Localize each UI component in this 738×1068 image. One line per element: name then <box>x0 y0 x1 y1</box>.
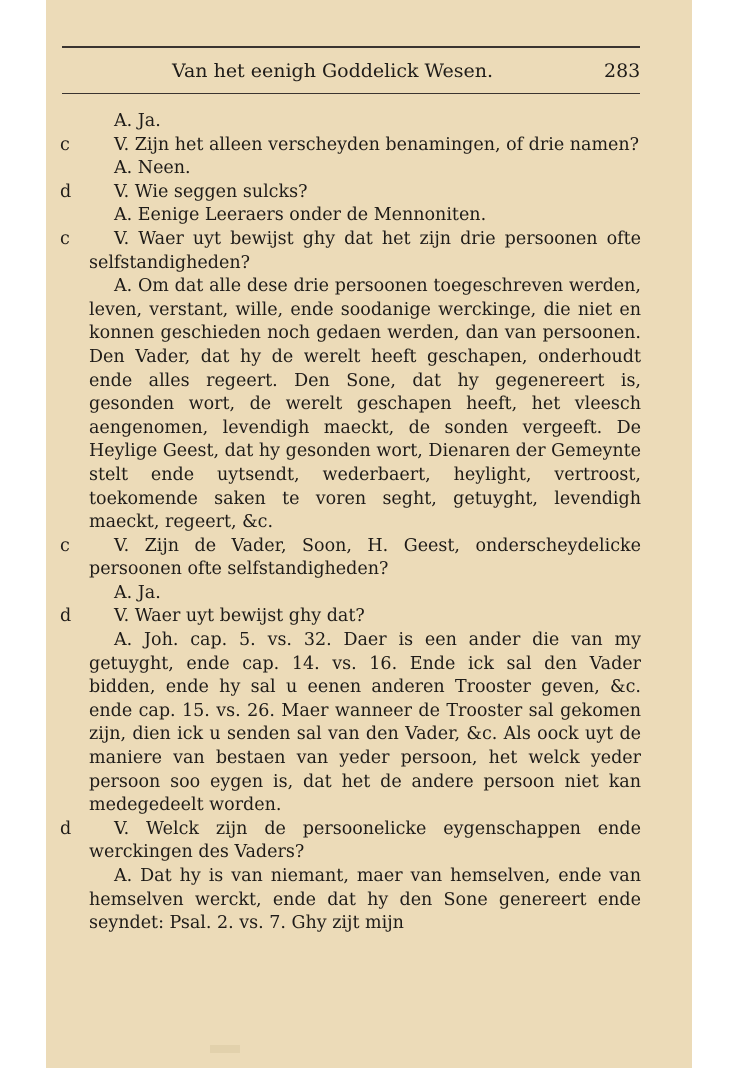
paragraph <box>60 228 641 275</box>
paragraph-text: A. Ja. <box>114 111 161 131</box>
paragraph <box>60 818 641 865</box>
page-number: 283 <box>604 60 641 82</box>
paragraph-text: V. Zijn de Vader, Soon, H. Geest, onderscheydelicke persoonen ofte selfstandigheden? <box>89 535 641 580</box>
margin-marker: d <box>60 181 72 202</box>
page-body <box>60 110 641 936</box>
margin-marker: d <box>60 606 72 627</box>
paragraph <box>60 181 641 205</box>
paragraph <box>89 629 641 818</box>
paragraph <box>60 605 641 629</box>
paragraph-text: A. Neen. <box>114 158 191 179</box>
paragraph-text: A. Ja. <box>114 582 161 603</box>
margin-marker: c <box>60 535 70 556</box>
paragraph-text: V. Zijn het alleen verscheyden benamingen, of drie namen? <box>114 134 640 155</box>
paragraph <box>60 535 641 582</box>
paragraph-text: V. Waer uyt bewijst ghy dat? <box>114 606 365 627</box>
paragraph-text: A. Om dat alle dese drie persoonen toegeschreven werden, leven, verstant, wille, ende soodanige werckinge, die niet en konnen geschieden noch gedaen werden, dan van persoonen. Den Vader, dat hy de werelt heeft geschapen, onderhoudt ende alles regeert. Den Sone, dat hy gegenereert is, gesonden wort, de werelt geschapen heeft, het vleesch aengenomen, levendigh maeckt, de sonden vergeeft. De Heylige Geest, dat hy gesonden wort, Dienaren der Gemeynte stelt ende uytsendt, wederbaert, heylight, vertroost, toekomende saken te voren seght, getuyght, levendigh maeckt, regeert, &c. <box>89 276 641 533</box>
paragraph <box>60 134 641 158</box>
margin-marker: c <box>60 134 70 155</box>
paragraph-text: A. Joh. cap. 5. vs. 32. Daer is een ander die van my getuyght, ende cap. 14. vs. 16. Ende ick sal den Vader bidden, ende hy sal u eenen anderen Trooster geven, &c. ende cap. 15. vs. 26. Maer wanneer de Trooster sal gekomen zijn, dien ick u senden sal van den Vader, &c. Als oock uyt de maniere van bestaen van yeder persoon, het welck yeder persoon soo eygen is, dat het de andere persoon niet kan medegedeelt worden. <box>89 630 641 816</box>
paragraph-text: V. Wie seggen sulcks? <box>114 181 308 202</box>
paragraph <box>89 110 641 134</box>
paragraph-text: V. Welck zijn de persoonelicke eygenschappen ende werckingen des Vaders? <box>89 818 641 863</box>
paragraph <box>89 865 641 936</box>
paragraph-text: V. Waer uyt bewijst ghy dat het zijn drie persoonen ofte selfstandigheden? <box>89 228 641 273</box>
margin-marker: d <box>60 818 72 839</box>
paragraph <box>89 157 641 181</box>
paragraph <box>89 582 641 606</box>
header-rule-bottom <box>62 93 640 94</box>
running-header-title: Van het eenigh Goddelick Wesen. <box>172 60 494 82</box>
paper-smudge <box>210 1045 240 1053</box>
paragraph-text: A. Eenige Leeraers onder de Mennoniten. <box>114 205 487 226</box>
header-rule-top <box>62 46 640 48</box>
paragraph <box>89 204 641 228</box>
paragraph-text: A. Dat hy is van niemant, maer van hemselven, ende van hemselven werckt, ende dat hy den Sone genereert ende seyndet: Psal. 2. vs. 7. Ghy zijt mijn <box>89 866 641 934</box>
paragraph <box>89 275 641 535</box>
margin-marker: c <box>60 228 70 249</box>
